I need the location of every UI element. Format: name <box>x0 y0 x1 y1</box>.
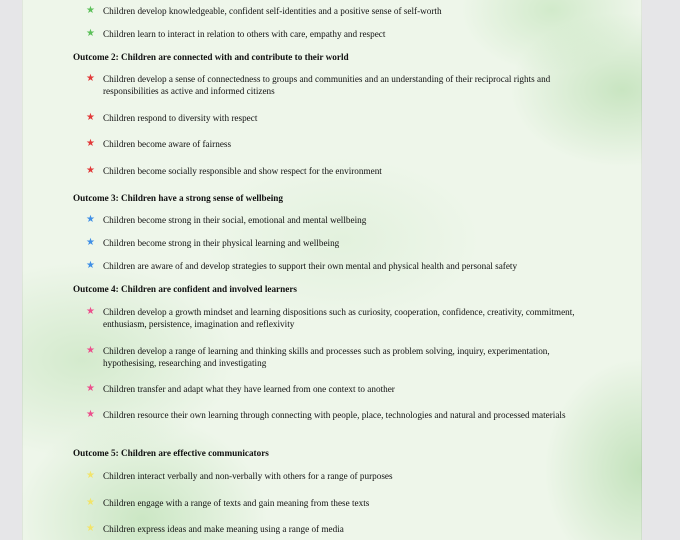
outcome1-item-text: Children learn to interact in relation to others with care, empathy and respect <box>103 29 386 39</box>
outcome2-heading: Outcome 2: Children are connected with and contribute to their world <box>73 52 349 62</box>
outcome3-item <box>86 237 586 249</box>
yellow-star-icon: ★ <box>86 497 95 508</box>
outcome4-item-text: Children transfer and adapt what they have learned from one context to another <box>103 384 395 394</box>
outcome4-item-text: Children develop a growth mindset and learning dispositions such as curiosity, cooperation, confidence, creativity, commitment, enthusiasm, persistence, imagination and reflexivity <box>103 307 575 330</box>
outcome1-item-text: Children develop knowledgeable, confident self-identities and a positive sense of self-worth <box>103 6 442 16</box>
outcome2-item-text: Children become aware of fairness <box>103 139 232 149</box>
outcome5-heading: Outcome 5: Children are effective communicators <box>73 448 269 458</box>
red-star-icon: ★ <box>86 112 95 123</box>
outcome2-item <box>86 112 586 124</box>
document-page <box>22 0 642 540</box>
outcome4-item-text: Children develop a range of learning and thinking skills and processes such as problem solving, inquiry, experimentation, hypothesising, researching and investigating <box>103 346 550 369</box>
outcome4-item <box>86 409 586 421</box>
outcome4-item <box>86 345 586 370</box>
green-star-icon: ★ <box>86 5 95 16</box>
outcome5-item <box>86 523 586 535</box>
red-star-icon: ★ <box>86 138 95 149</box>
outcome4-item <box>86 306 586 331</box>
red-star-icon: ★ <box>86 165 95 176</box>
outcome5-item-text: Children express ideas and make meaning using a range of media <box>103 524 344 534</box>
outcome2-item <box>86 165 586 177</box>
outcome5-item-text: Children engage with a range of texts and gain meaning from these texts <box>103 498 370 508</box>
green-star-icon: ★ <box>86 28 95 39</box>
outcome5-item <box>86 497 586 509</box>
outcome2-item-text: Children become socially responsible and show respect for the environment <box>103 166 382 176</box>
outcome5-item-text: Children interact verbally and non-verbally with others for a range of purposes <box>103 471 393 481</box>
outcome4-heading: Outcome 4: Children are confident and involved learners <box>73 284 297 294</box>
outcome4-item <box>86 383 586 395</box>
yellow-star-icon: ★ <box>86 523 95 534</box>
outcome5-item <box>86 470 586 482</box>
outcome4-item-text: Children resource their own learning through connecting with people, place, technologies and natural and processed materials <box>103 410 566 420</box>
outcome3-item-text: Children become strong in their physical learning and wellbeing <box>103 238 340 248</box>
pink-star-icon: ★ <box>86 409 95 420</box>
blue-star-icon: ★ <box>86 260 95 271</box>
blue-star-icon: ★ <box>86 214 95 225</box>
outcome1-item <box>86 28 586 40</box>
outcome3-heading: Outcome 3: Children have a strong sense of wellbeing <box>73 193 283 203</box>
outcome2-item <box>86 138 586 150</box>
outcome3-item <box>86 260 586 272</box>
outcome1-item <box>86 5 586 17</box>
blue-star-icon: ★ <box>86 237 95 248</box>
outcome2-item <box>86 73 586 98</box>
outcome3-item-text: Children become strong in their social, emotional and mental wellbeing <box>103 215 367 225</box>
outcome2-item-text: Children respond to diversity with respect <box>103 113 258 123</box>
outcome2-item-text: Children develop a sense of connectedness to groups and communities and an understanding of their reciprocal rights and responsibilities as active and informed citizens <box>103 74 551 97</box>
outcome3-item <box>86 214 586 226</box>
yellow-star-icon: ★ <box>86 470 95 481</box>
outcome3-item-text: Children are aware of and develop strategies to support their own mental and physical health and personal safety <box>103 261 518 271</box>
pink-star-icon: ★ <box>86 306 95 317</box>
pink-star-icon: ★ <box>86 383 95 394</box>
pink-star-icon: ★ <box>86 345 95 356</box>
red-star-icon: ★ <box>86 73 95 84</box>
